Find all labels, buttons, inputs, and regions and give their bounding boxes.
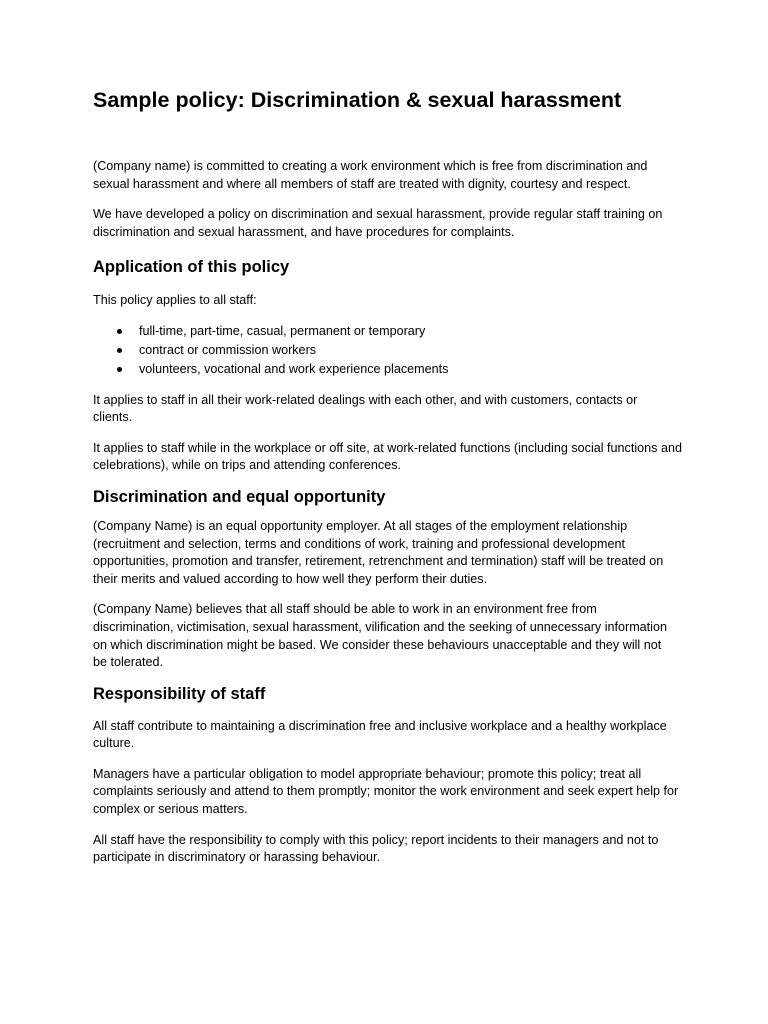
section-heading-discrimination: Discrimination and equal opportunity — [93, 487, 386, 506]
list-item-text: full-time, part-time, casual, permanent or temporary — [139, 323, 426, 338]
bullet-icon — [117, 329, 122, 334]
section-paragraph: All staff contribute to maintaining a discrimination free and inclusive workplace and a healthy workplace culture. — [93, 718, 667, 751]
intro-paragraph: (Company name) is committed to creating a work environment which is free from discrimination and sexual harassment and where all members of staff are treated with dignity, courtesy and respect. — [93, 159, 648, 191]
section-paragraph: It applies to staff in all their work-related dealings with each other, and with customers, contacts or clients. — [93, 392, 638, 425]
document-body — [93, 86, 683, 867]
section-paragraph: This policy applies to all staff: — [93, 293, 257, 308]
list-item — [93, 360, 683, 379]
section-paragraph: (Company Name) believes that all staff should be able to work in an environment free from discrimination, victimisation, sexual harassment, vilification and the seeking of unnecessary information on which discrimination might be based. We consider these behaviours unacceptable and they will not be tolerated. — [93, 602, 667, 670]
list-item-text: volunteers, vocational and work experience placements — [139, 362, 449, 377]
section-paragraph: It applies to staff while in the workplace or off site, at work-related functions (including social functions and celebrations), while on trips and attending conferences. — [93, 440, 682, 473]
section-heading-responsibility: Responsibility of staff — [93, 684, 266, 703]
section-paragraph: (Company Name) is an equal opportunity employer. At all stages of the employment relationship (recruitment and selection, terms and conditions of work, training and professional development opportunities, promotion and transfer, retirement, retrenchment and termination) staff will be treated on their merits and valued according to how well they perform their duties. — [93, 518, 664, 586]
section-paragraph: All staff have the responsibility to comply with this policy; report incidents to their managers and not to participate in discriminatory or harassing behaviour. — [93, 832, 659, 865]
bullet-icon — [117, 348, 122, 353]
section-heading-application: Application of this policy — [93, 258, 290, 277]
list-item-text: contract or commission workers — [139, 343, 317, 358]
intro-paragraph: We have developed a policy on discrimination and sexual harassment, provide regular staff training on discrimination and sexual harassment, and have procedures for complaints. — [93, 207, 663, 239]
staff-type-list — [93, 322, 683, 380]
list-item — [93, 322, 683, 341]
list-item — [93, 341, 683, 360]
section-paragraph: Managers have a particular obligation to model appropriate behaviour; promote this policy; treat all complaints seriously and attend to them promptly; monitor the work environment and seek expert help for complex or serious matters. — [93, 766, 679, 817]
bullet-icon — [117, 367, 122, 372]
document-title: Sample policy: Discrimination & sexual harassment — [93, 88, 622, 112]
